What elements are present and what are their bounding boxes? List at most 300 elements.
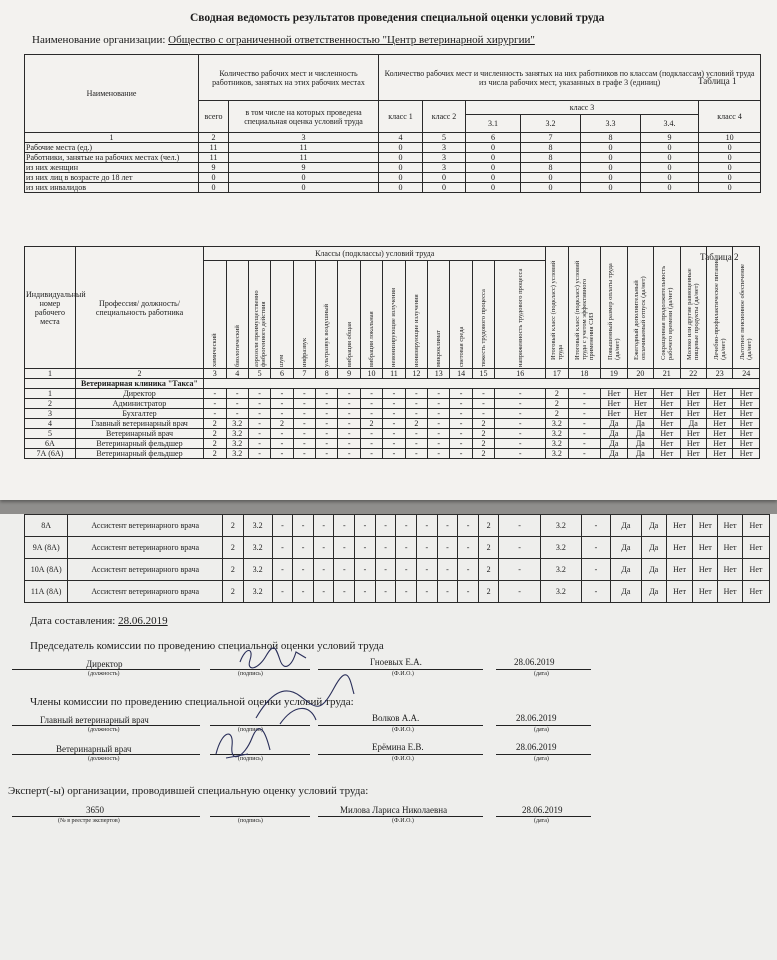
- t1-cell: 0: [466, 163, 521, 173]
- t2-cell: -: [293, 389, 315, 399]
- t2-cell: -: [458, 559, 479, 581]
- t2-col-label: аэрозоли преимущественно фиброгенного действия: [252, 289, 267, 367]
- t2-row-num: 10А (8А): [25, 559, 68, 581]
- member-2-name: Ерёмина Е.В.: [372, 742, 424, 752]
- t2-cell: Нет: [627, 399, 653, 409]
- t1-cell: 3: [423, 143, 466, 153]
- t2-cell: -: [383, 449, 405, 459]
- t1-num: 4: [379, 133, 423, 143]
- t1-sub: 3.1: [466, 115, 521, 133]
- t2-cell: -: [316, 449, 338, 459]
- t2-col-header: [383, 261, 405, 369]
- caption-signature: (подпись): [238, 671, 263, 677]
- t2-cell: -: [428, 449, 450, 459]
- t2-cell: -: [334, 559, 355, 581]
- t1-num: 9: [641, 133, 699, 143]
- t1-row-name: Рабочие места (ед.): [25, 143, 199, 153]
- t2-cell: Да: [601, 429, 627, 439]
- t2-cell: -: [405, 409, 427, 419]
- t1-cell: 3: [423, 163, 466, 173]
- t1-cell: 0: [641, 163, 699, 173]
- t2-col-header: [360, 261, 382, 369]
- t2-col-header: [293, 261, 315, 369]
- t2-num: 1: [25, 369, 76, 379]
- t2-col-header: [428, 261, 450, 369]
- t2-num: 7: [293, 369, 315, 379]
- page-two: [0, 514, 777, 960]
- t2-cell: -: [272, 515, 293, 537]
- t2-cell: -: [582, 537, 611, 559]
- t2-row-prof: Администратор: [75, 399, 203, 409]
- table-2: [24, 246, 760, 459]
- t2-cell: 2: [472, 429, 494, 439]
- t2-cell: Да: [627, 429, 653, 439]
- t2-col-label: Лечебно-профилактическое питание (да/нет): [712, 258, 727, 360]
- t2-cell: -: [472, 399, 494, 409]
- doc-title: Сводная ведомость результатов проведения специальной оценки условий труда: [190, 12, 605, 24]
- t1-cell: 0: [379, 143, 423, 153]
- t2-cell: -: [272, 537, 293, 559]
- t1-cell: 9: [229, 163, 379, 173]
- t1-h-classes: Количество рабочих мест и численность занятых на них работников по классам (подклассам) условий труда из числа рабочих мест, указанных в графе 3 (единиц): [379, 55, 761, 101]
- t2-cell: Нет: [718, 581, 743, 603]
- member-2-pos: Ветеринарный врач: [56, 744, 132, 754]
- t2-col-label: вибрация локальная: [368, 310, 376, 367]
- t2-row: [25, 515, 770, 537]
- t1-cell: 0: [641, 183, 699, 193]
- t2-cell: Нет: [706, 409, 732, 419]
- t2-cell: 3.2: [540, 559, 581, 581]
- t2-cell: Нет: [627, 409, 653, 419]
- t2-cell: -: [271, 389, 293, 399]
- t2-cell: Нет: [706, 419, 732, 429]
- t1-cell: 0: [379, 183, 423, 193]
- t2-cell: Нет: [654, 439, 680, 449]
- t2-num: 19: [601, 369, 627, 379]
- t1-cell: 0: [466, 143, 521, 153]
- t2-cell: 2: [223, 559, 244, 581]
- t2-cell: -: [313, 537, 334, 559]
- t2-row: [25, 439, 760, 449]
- caption-signature: (подпись): [238, 756, 263, 762]
- t1-num: 8: [581, 133, 641, 143]
- caption-date: (дата): [534, 756, 549, 762]
- t2-num: 2: [75, 369, 203, 379]
- t2-cell: Нет: [733, 449, 760, 459]
- t2-cell: -: [450, 449, 472, 459]
- t2-cell: -: [495, 429, 546, 439]
- t2-cell: Да: [641, 581, 666, 603]
- t2-cell: 3.2: [243, 581, 272, 603]
- t2-cell: -: [495, 439, 546, 449]
- t2-row: [25, 559, 770, 581]
- t2-cell: 2: [478, 537, 499, 559]
- t1-h-total: всего: [199, 101, 229, 133]
- chair-label: Председатель комиссии по проведению специальной оценки условий труда: [30, 640, 384, 652]
- t2-cell: -: [375, 581, 396, 603]
- t2-cell: -: [499, 581, 540, 603]
- t2-cell: -: [271, 439, 293, 449]
- t1-num-row: [25, 133, 761, 143]
- t2-cell: -: [499, 559, 540, 581]
- caption-registry: (№ в реестре экспертов): [58, 818, 120, 824]
- t2-cell: Нет: [742, 537, 769, 559]
- t2-cell: -: [248, 389, 270, 399]
- t2-num: 13: [428, 369, 450, 379]
- t2-cell: Нет: [666, 559, 693, 581]
- t2-row-num: 6А: [25, 439, 76, 449]
- t1-h-c2: класс 2: [423, 101, 466, 133]
- t2-cell: -: [437, 515, 458, 537]
- t1-cell: 0: [199, 183, 229, 193]
- t2-num: 10: [360, 369, 382, 379]
- t2-row-prof: Ассистент ветеринарного врача: [68, 559, 223, 581]
- t2-cell: -: [293, 515, 314, 537]
- caption-fio: (Ф.И.О.): [392, 727, 414, 733]
- t2-cell: Нет: [733, 399, 760, 409]
- t1-cell: 0: [379, 153, 423, 163]
- t2-cell: -: [204, 389, 226, 399]
- t2-cell: -: [271, 409, 293, 419]
- t2-cell: -: [293, 429, 315, 439]
- t2-cell: -: [437, 537, 458, 559]
- t2-cell: -: [428, 389, 450, 399]
- t2-col-label: ионизирующие излучения: [412, 293, 420, 367]
- t1-num: 3: [229, 133, 379, 143]
- t2-cell: -: [568, 419, 601, 429]
- t1-row-name: из них лиц в возрасте до 18 лет: [25, 173, 199, 183]
- t2-cell: Да: [610, 581, 641, 603]
- t2-col-label: Сокращенная продолжительность рабочего времени (да/нет): [659, 265, 674, 360]
- t2-col-label: ультразвук воздушный: [323, 303, 331, 367]
- t2-cell: -: [226, 399, 248, 409]
- t1-cell: 0: [521, 173, 581, 183]
- t2-row-num: 2: [25, 399, 76, 409]
- t2-cell: Нет: [733, 389, 760, 399]
- t2-cell: -: [405, 439, 427, 449]
- t2-cell: Нет: [680, 399, 706, 409]
- t2-cell: -: [375, 559, 396, 581]
- t2-cell: -: [437, 581, 458, 603]
- t2-cell: 3.2: [226, 439, 248, 449]
- t2-row-prof: Ветеринарный фельдшер: [75, 439, 203, 449]
- t2-cell: -: [316, 439, 338, 449]
- t2-cell: -: [338, 429, 360, 439]
- t2-cell: Нет: [706, 449, 732, 459]
- t2-cell: Нет: [706, 389, 732, 399]
- t2-row-num: 5: [25, 429, 76, 439]
- t2-col-header: [627, 247, 653, 369]
- t2-row: [25, 449, 760, 459]
- t2-cell: -: [582, 559, 611, 581]
- t1-cell: 0: [379, 163, 423, 173]
- date-value: 28.06.2019: [118, 615, 168, 627]
- t2-row-prof: Ветеринарный фельдшер: [75, 449, 203, 459]
- t2-cell: -: [204, 409, 226, 419]
- member-2-signature: [208, 724, 278, 764]
- t2-cell: Нет: [742, 581, 769, 603]
- t2-cell: Нет: [654, 419, 680, 429]
- t2-cell: Нет: [718, 537, 743, 559]
- t1-h-count: Количество рабочих мест и численность работников, занятых на этих рабочих местах: [199, 55, 379, 101]
- t2-h-classes: Классы (подклассы) условий труда: [204, 247, 546, 261]
- t2-cell: -: [450, 389, 472, 399]
- t2-cell: -: [495, 409, 546, 419]
- t2-cell: -: [316, 389, 338, 399]
- t2-cell: Нет: [666, 537, 693, 559]
- t2-cell: -: [499, 515, 540, 537]
- t2-cell: Да: [641, 515, 666, 537]
- t2-cell: -: [383, 389, 405, 399]
- t2-cell: -: [226, 389, 248, 399]
- t2-cell: 2: [223, 515, 244, 537]
- t2-col-label: Итоговый класс (подкласс) условий труда с учетом эффективного применения СИЗ: [573, 260, 595, 360]
- t2-num: 15: [472, 369, 494, 379]
- caption-position: (должность): [88, 756, 120, 762]
- t2-cell: -: [204, 399, 226, 409]
- expert-label: Эксперт(-ы) организации, проводившей специальную оценку условий труда:: [8, 785, 369, 797]
- t1-cell: 0: [581, 173, 641, 183]
- t1-sub: 3.2: [521, 115, 581, 133]
- t2-cell: -: [568, 409, 601, 419]
- t2-col-label: световая среда: [457, 326, 465, 367]
- t2-cell: -: [495, 399, 546, 409]
- table-2-continued: [24, 514, 770, 603]
- members-label: Члены комиссии по проведению специальной оценки условий труда:: [30, 696, 354, 708]
- t2-col-label: микроклимат: [435, 329, 443, 367]
- t2-cell: 3.2: [226, 449, 248, 459]
- t2-cell: 2: [271, 419, 293, 429]
- t2-row: [25, 581, 770, 603]
- t2-cell: 3.2: [546, 449, 568, 459]
- t2-cell: Нет: [706, 429, 732, 439]
- t2-cell: -: [568, 389, 601, 399]
- t1-h-sout: в том числе на которых проведена специальная оценка условий труда: [229, 101, 379, 133]
- t2-cell: 3.2: [540, 515, 581, 537]
- t2-cell: -: [338, 449, 360, 459]
- t2-cell: -: [338, 389, 360, 399]
- t2-col-header: [316, 261, 338, 369]
- t1-cell: 0: [423, 183, 466, 193]
- t2-cell: -: [568, 439, 601, 449]
- t1-h-name: Наименование: [25, 55, 199, 133]
- t2-row: [25, 409, 760, 419]
- t2-cell: -: [338, 419, 360, 429]
- t2-cell: -: [450, 399, 472, 409]
- t2-cell: Нет: [733, 419, 760, 429]
- t2-cell: Да: [627, 419, 653, 429]
- t1-cell: 0: [699, 183, 761, 193]
- t2-col-label: Молоко или другие равноценные пищевые продукты (да/нет): [686, 267, 701, 360]
- t2-cell: -: [293, 439, 315, 449]
- t2-num: 9: [338, 369, 360, 379]
- chair-date: 28.06.2019: [514, 657, 555, 667]
- t2-row: [25, 537, 770, 559]
- t2-cell: 3.2: [540, 537, 581, 559]
- t2-num: 8: [316, 369, 338, 379]
- t2-cell: -: [396, 581, 417, 603]
- t2-cell: Нет: [718, 515, 743, 537]
- t2-cell: Нет: [706, 399, 732, 409]
- t2-row: [25, 419, 760, 429]
- t2-cell: Нет: [654, 389, 680, 399]
- t2-row-prof: Ветеринарный врач: [75, 429, 203, 439]
- t2-cell: -: [383, 429, 405, 439]
- t2-num: 23: [706, 369, 732, 379]
- caption-signature: (подпись): [238, 818, 263, 824]
- t2-cell: 3.2: [546, 439, 568, 449]
- t2-cell: -: [293, 449, 315, 459]
- t2-row-prof: Ассистент ветеринарного врача: [68, 537, 223, 559]
- t2-cell: -: [568, 449, 601, 459]
- t2-cell: 3.2: [243, 559, 272, 581]
- t2-col-header: [654, 247, 680, 369]
- t1-cell: 0: [229, 173, 379, 183]
- caption-fio: (Ф.И.О.): [392, 671, 414, 677]
- t1-cell: 9: [199, 163, 229, 173]
- t2-cell: Нет: [654, 429, 680, 439]
- member-1-pos: Главный ветеринарный врач: [40, 715, 149, 725]
- t1-cell: 0: [521, 183, 581, 193]
- caption-position: (должность): [88, 671, 120, 677]
- t2-cell: 2: [546, 409, 568, 419]
- t2-cell: Нет: [601, 409, 627, 419]
- t2-cell: -: [248, 399, 270, 409]
- t2-cell: 2: [204, 429, 226, 439]
- t1-cell: 0: [423, 173, 466, 183]
- t1-h-c4: класс 4: [699, 101, 761, 133]
- t2-cell: -: [582, 581, 611, 603]
- t2-col-header: [733, 247, 760, 369]
- t2-cell: Нет: [693, 559, 718, 581]
- t2-cell: -: [334, 537, 355, 559]
- t1-cell: 8: [521, 143, 581, 153]
- t2-cell: -: [293, 537, 314, 559]
- expert-name: Милова Лариса Николаевна: [340, 805, 448, 815]
- t2-col-header: [226, 261, 248, 369]
- t1-sub: 3.4.: [641, 115, 699, 133]
- t2-col-label: Льготное пенсионное обеспечение (да/нет): [739, 263, 754, 360]
- t1-num: 6: [466, 133, 521, 143]
- t2-cell: Да: [601, 439, 627, 449]
- t2-num: 17: [546, 369, 568, 379]
- t2-cell: -: [293, 559, 314, 581]
- t2-cell: -: [313, 559, 334, 581]
- t2-cell: -: [338, 409, 360, 419]
- t2-cell: Нет: [693, 515, 718, 537]
- chair-pos: Директор: [86, 659, 123, 669]
- table2-label: Таблица 2: [700, 252, 739, 262]
- t2-cell: Нет: [601, 399, 627, 409]
- t2-col-label: биологический: [233, 324, 241, 367]
- t2-cell: -: [405, 399, 427, 409]
- t2-cell: -: [293, 409, 315, 419]
- t2-cell: Да: [610, 559, 641, 581]
- t2-cell: -: [383, 399, 405, 409]
- t1-num: 10: [699, 133, 761, 143]
- t2-cell: -: [313, 515, 334, 537]
- t2-group: Ветеринарная клиника "Такса": [75, 379, 203, 389]
- t2-row: [25, 429, 760, 439]
- t2-cell: 3.2: [226, 419, 248, 429]
- t2-cell: 2: [472, 419, 494, 429]
- t2-col-header: [248, 261, 270, 369]
- t1-num: 1: [25, 133, 199, 143]
- t2-cell: Да: [627, 439, 653, 449]
- t2-num: 14: [450, 369, 472, 379]
- t1-cell: 0: [641, 153, 699, 163]
- t1-num: 7: [521, 133, 581, 143]
- t2-cell: 2: [472, 449, 494, 459]
- t2-cell: -: [416, 537, 437, 559]
- t1-row: [25, 143, 761, 153]
- t2-cell: Нет: [693, 581, 718, 603]
- t2-cell: -: [355, 537, 376, 559]
- t1-cell: 0: [466, 173, 521, 183]
- t2-num: 21: [654, 369, 680, 379]
- t2-cell: -: [248, 449, 270, 459]
- expert-reg: 3650: [86, 805, 104, 815]
- t2-row-prof: Главный ветеринарный врач: [75, 419, 203, 429]
- t1-cell: 11: [229, 153, 379, 163]
- t2-col-label: химический: [211, 332, 219, 367]
- t2-cell: Нет: [718, 559, 743, 581]
- t2-cell: -: [568, 429, 601, 439]
- t2-cell: Нет: [666, 515, 693, 537]
- date-label: Дата составления:: [30, 615, 116, 627]
- t2-col-label: Итоговый класс (подкласс) условий труда: [549, 260, 564, 360]
- t1-num: 2: [199, 133, 229, 143]
- t2-cell: -: [405, 449, 427, 459]
- t2-cell: 2: [204, 419, 226, 429]
- t2-cell: -: [450, 419, 472, 429]
- t2-col-label: тяжесть трудового процесса: [479, 288, 487, 367]
- t2-col-header: [450, 261, 472, 369]
- t2-cell: -: [293, 581, 314, 603]
- member-2-date: 28.06.2019: [516, 742, 557, 752]
- t1-row: [25, 183, 761, 193]
- t2-cell: -: [450, 439, 472, 449]
- t2-col-header: [546, 247, 568, 369]
- caption-date: (дата): [534, 671, 549, 677]
- t2-cell: -: [472, 409, 494, 419]
- t1-row-name: из них инвалидов: [25, 183, 199, 193]
- t2-cell: Нет: [733, 429, 760, 439]
- t2-num: 6: [271, 369, 293, 379]
- t2-cell: -: [271, 449, 293, 459]
- t2-num: 24: [733, 369, 760, 379]
- t2-cell: -: [272, 581, 293, 603]
- t2-cell: -: [396, 559, 417, 581]
- t1-row: [25, 173, 761, 183]
- t2-cell: -: [437, 559, 458, 581]
- t2-cell: Нет: [601, 389, 627, 399]
- t2-cell: Нет: [680, 409, 706, 419]
- t2-cell: 2: [478, 559, 499, 581]
- t2-cell: -: [428, 409, 450, 419]
- t2-cell: 2: [223, 581, 244, 603]
- t2-cell: Нет: [742, 559, 769, 581]
- t2-cell: -: [375, 515, 396, 537]
- t2-row-prof: Ассистент ветеринарного врача: [68, 515, 223, 537]
- t2-row-num: 1: [25, 389, 76, 399]
- t2-row-prof: Ассистент ветеринарного врача: [68, 581, 223, 603]
- t2-cell: -: [248, 439, 270, 449]
- t2-cell: -: [499, 537, 540, 559]
- t1-row: [25, 153, 761, 163]
- t2-cell: 3.2: [243, 537, 272, 559]
- t2-cell: 3.2: [226, 429, 248, 439]
